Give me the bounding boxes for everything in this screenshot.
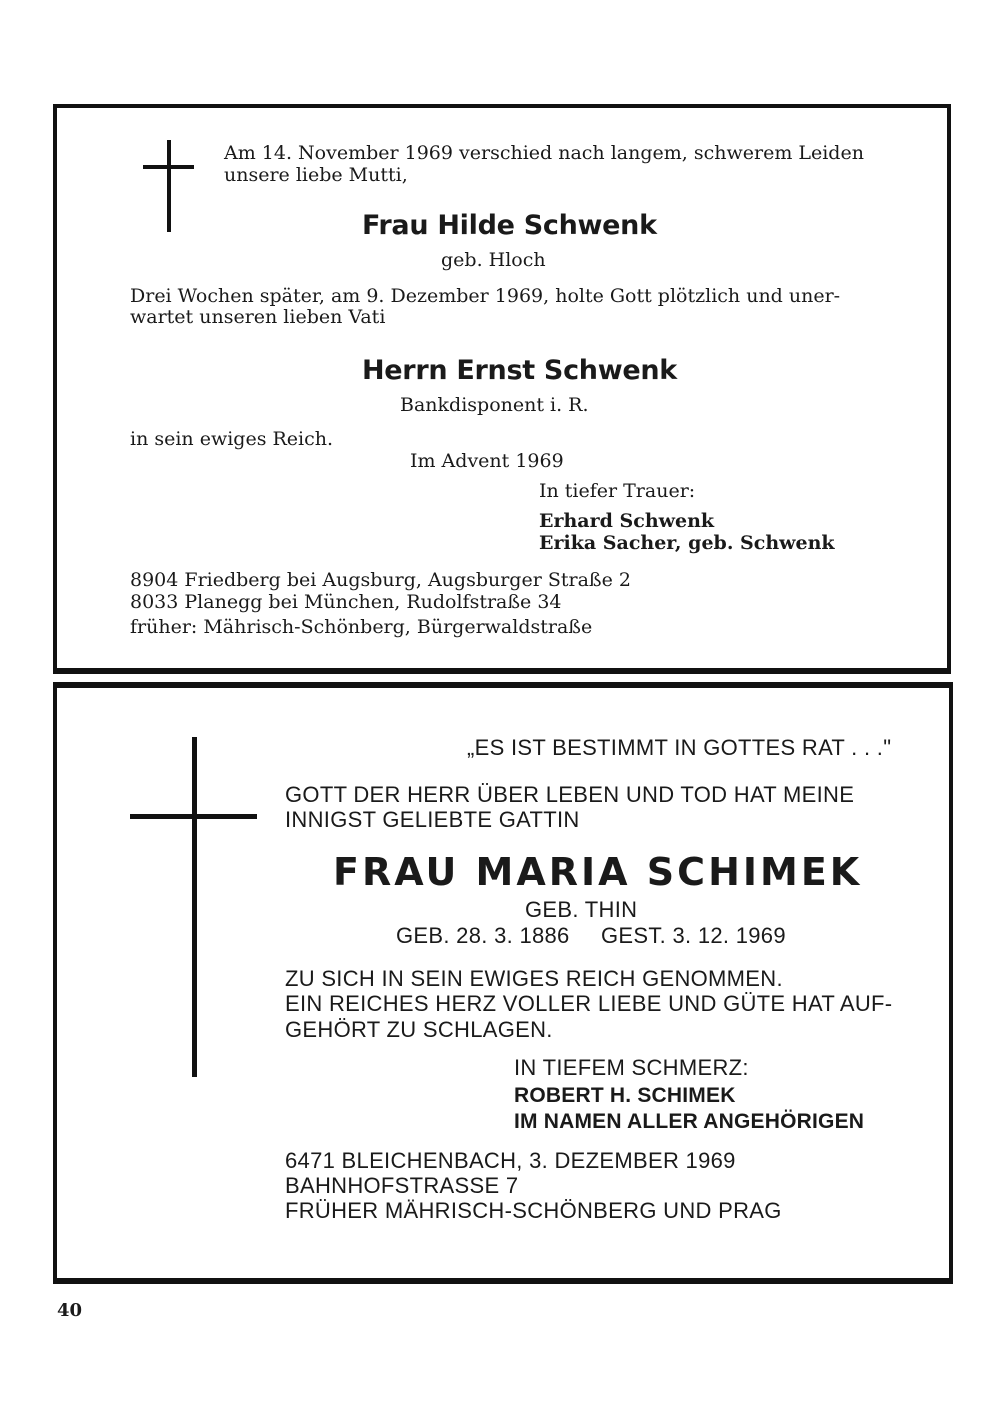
page-number: 40 xyxy=(57,1300,83,1321)
mourning-label: In tiefer Trauer: xyxy=(539,480,696,502)
address-line: 6471 BLEICHENBACH, 3. DEZEMBER 1969 xyxy=(285,1148,736,1173)
address-line: 8033 Planegg bei München, Rudolfstraße 34 xyxy=(130,591,562,613)
notice-date: Im Advent 1969 xyxy=(410,450,564,472)
deceased-name: Frau Hilde Schwenk xyxy=(362,210,657,241)
address-line: früher: Mährisch-Schönberg, Bürgerwaldstraße xyxy=(130,616,593,638)
text-line: in sein ewiges Reich. xyxy=(130,428,334,450)
quote: „ES IST BESTIMMT IN GOTTES RAT . . ." xyxy=(467,735,892,760)
address-line: 8904 Friedberg bei Augsburg, Augsburger Straße 2 xyxy=(130,569,631,591)
text-line: GOTT DER HERR ÜBER LEBEN UND TOD HAT MEINE xyxy=(285,782,855,807)
birth-date: GEB. 28. 3. 1886 xyxy=(396,923,570,948)
death-date: GEST. 3. 12. 1969 xyxy=(601,923,786,948)
text-line: Drei Wochen später, am 9. Dezember 1969, holte Gott plötzlich und uner- xyxy=(130,285,841,307)
text-line: GEHÖRT ZU SCHLAGEN. xyxy=(285,1017,553,1042)
text-line: unsere liebe Mutti, xyxy=(224,164,408,186)
deceased-name: Herrn Ernst Schwenk xyxy=(362,355,677,386)
mourner-name: Erika Sacher, geb. Schwenk xyxy=(539,532,835,554)
deceased-title: Bankdisponent i. R. xyxy=(400,394,589,416)
text-line: ZU SICH IN SEIN EWIGES REICH GENOMMEN. xyxy=(285,966,783,991)
address-line: FRÜHER MÄHRISCH-SCHÖNBERG UND PRAG xyxy=(285,1198,782,1223)
mourner-name: IM NAMEN ALLER ANGEHÖRIGEN xyxy=(514,1110,865,1133)
mourning-label: IN TIEFEM SCHMERZ: xyxy=(514,1055,749,1080)
text-line: wartet unseren lieben Vati xyxy=(130,306,386,328)
deceased-name: FRAU MARIA SCHIMEK xyxy=(333,850,863,894)
maiden-name: GEB. THIN xyxy=(525,897,638,922)
text-line: Am 14. November 1969 verschied nach langem, schwerem Leiden xyxy=(224,142,864,164)
text-line: INNIGST GELIEBTE GATTIN xyxy=(285,807,580,832)
text-line: EIN REICHES HERZ VOLLER LIEBE UND GÜTE HAT AUF- xyxy=(285,991,893,1016)
mourner-name: ROBERT H. SCHIMEK xyxy=(514,1084,736,1107)
mourner-name: Erhard Schwenk xyxy=(539,510,715,532)
address-line: BAHNHOFSTRASSE 7 xyxy=(285,1173,519,1198)
maiden-name: geb. Hloch xyxy=(441,249,546,271)
